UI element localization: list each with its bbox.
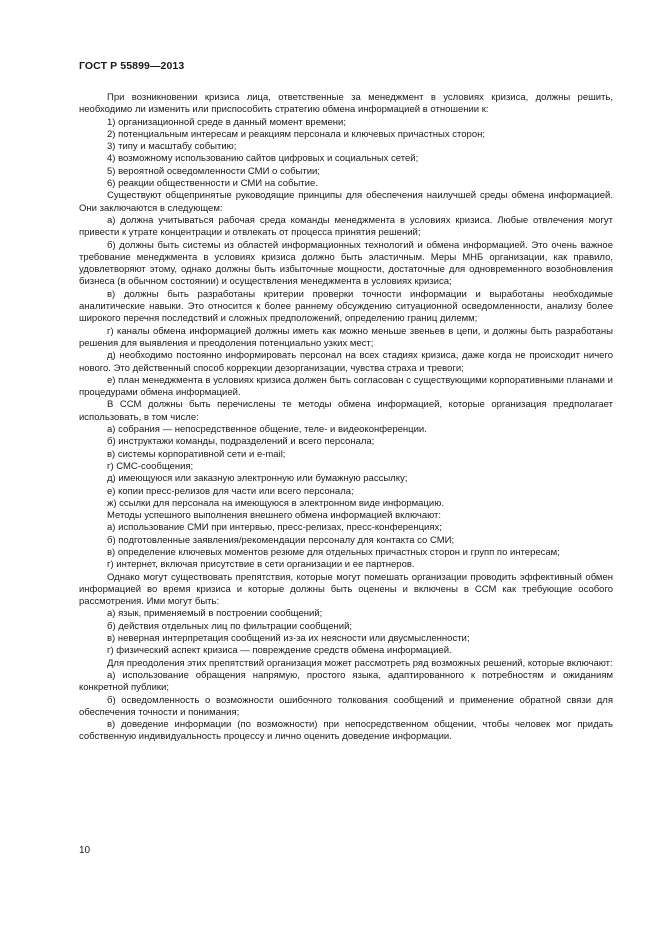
- paragraph: 1) организационной среде в данный момент времени;: [107, 116, 346, 128]
- paragraph: а) собрания — непосредственное общение, теле- и видеоконференции.: [107, 424, 427, 436]
- paragraph: г) физический аспект кризиса — повреждение средств обмена информацией.: [107, 645, 452, 657]
- paragraph: д) необходимо постоянно информировать персонал на всех стадиях кризиса, даже когда не происходит ничего нового. Это действенный способ коррекции дезорганизации, чувства страха и тревоги;: [79, 350, 613, 374]
- paragraph: в) определение ключевых моментов резюме для отдельных причастных сторон и групп по интересам;: [107, 546, 560, 558]
- paragraph: е) план менеджмента в условиях кризиса должен быть согласован с существующими корпоративными планами и процедурами обмена информацией.: [79, 374, 613, 399]
- paragraph: в) системы корпоративной сети и e-mail;: [107, 448, 286, 460]
- paragraph: д) имеющуюся или заказную электронную или бумажную рассылку;: [107, 473, 408, 485]
- paragraph: 6) реакции общественности и СМИ на событие.: [107, 178, 318, 190]
- page-number: 10: [79, 845, 91, 856]
- paragraph: В ССМ должны быть перечислены те методы обмена информацией, которые организация предполагает использовать, в том числе:: [79, 399, 613, 423]
- paragraph: а) использование СМИ при интервью, пресс-релизах, пресс-конференциях;: [107, 522, 442, 534]
- paragraph: Методы успешного выполнения внешнего обмена информацией включают:: [107, 510, 442, 522]
- paragraph: б) осведомленность о возможности ошибочного толкования сообщений и применение обратной связи для обеспечения точности и понимания;: [79, 694, 613, 718]
- paragraph: Существуют общепринятые руководящие принципы для обеспечения наилучшей среды обмена информацией. Они заключаются в следующем:: [79, 190, 613, 214]
- paragraph: Однако могут существовать препятствия, которые могут помешать организации проводить эффективный обмен информацией во время кризиса и которые должны быть оценены и включены в ССМ как требующие особого рассмотрения. Ими могут быть:: [79, 571, 613, 608]
- document-body: [79, 92, 613, 744]
- paragraph: 5) вероятной осведомленности СМИ о событии;: [107, 165, 320, 177]
- paragraph: г) интернет, включая присутствие в сети организации и ее партнеров.: [107, 559, 415, 571]
- paragraph: в) доведение информации (по возможности) при непосредственном общении, чтобы человек мог придать собственную индивидуальность процессу и лично оценить доведение информации.: [79, 719, 613, 743]
- paragraph: е) копии пресс-релизов для части или всего персонала;: [107, 485, 354, 497]
- paragraph: а) использование обращения напрямую, простого языка, адаптированного к потребностям и ожиданиям конкретной публики;: [79, 669, 613, 694]
- paragraph: а) язык, применяемый в построении сообщений;: [107, 608, 323, 620]
- paragraph: 2) потенциальным интересам и реакциям персонала и ключевых причастных сторон;: [107, 128, 485, 140]
- paragraph: г) СМС-сообщения;: [107, 460, 194, 472]
- paragraph: б) должны быть системы из областей информационных технологий и обмена информацией. Это очень важное требование менеджмента в условиях кризиса должно быть эластичным. Меры МНБ организации, как правило, удовлетворяют этому, однако должны быть избыточные мощности, достаточные для одновременного возобновления бизнеса (в обычном состоянии) и осуществления менеджмента в условиях кризиса;: [79, 239, 613, 288]
- paragraph: Для преодоления этих препятствий организация может рассмотреть ряд возможных решений, которые включают:: [107, 657, 613, 669]
- document-header: ГОСТ Р 55899—2013: [79, 60, 185, 72]
- paragraph: 3) типу и масштабу событию;: [107, 141, 237, 153]
- paragraph: 4) возможному использованию сайтов цифровых и социальных сетей;: [107, 153, 419, 165]
- paragraph: в) должны быть разработаны критерии проверки точности информации и выработаны необходимые аналитические навыки. Это относится к более раннему обсуждению ситуационной осведомленности, анализу более широкого перечня последствий и сложных предположений, определению границ дилемм;: [79, 288, 613, 325]
- paragraph: При возникновении кризиса лица, ответственные за менеджмент в условиях кризиса, должны решить, необходимо ли изменить или приспособить стратегию обмена информацией в отношении к:: [79, 92, 613, 116]
- paragraph: б) инструктажи команды, подразделений и всего персонала;: [107, 436, 375, 448]
- paragraph: б) подготовленные заявления/рекомендации персоналу для контакта со СМИ;: [107, 534, 455, 546]
- paragraph: б) действия отдельных лиц по фильтрации сообщений;: [107, 620, 353, 632]
- paragraph: г) каналы обмена информацией должны иметь как можно меньше звеньев в цепи, и должны быть разработаны решения для выявления и преодоления потенциально узких мест;: [79, 325, 613, 349]
- paragraph: в) неверная интерпретация сообщений из-за их неясности или двусмысленности;: [107, 633, 470, 645]
- paragraph: ж) ссылки для персонала на имеющуюся в электронном виде информацию.: [107, 497, 444, 509]
- paragraph: а) должна учитываться рабочая среда команды менеджмента в условиях кризиса. Любые отвлечения могут привести к утрате концентрации и отвлекать от процесса принятия решений;: [79, 214, 613, 239]
